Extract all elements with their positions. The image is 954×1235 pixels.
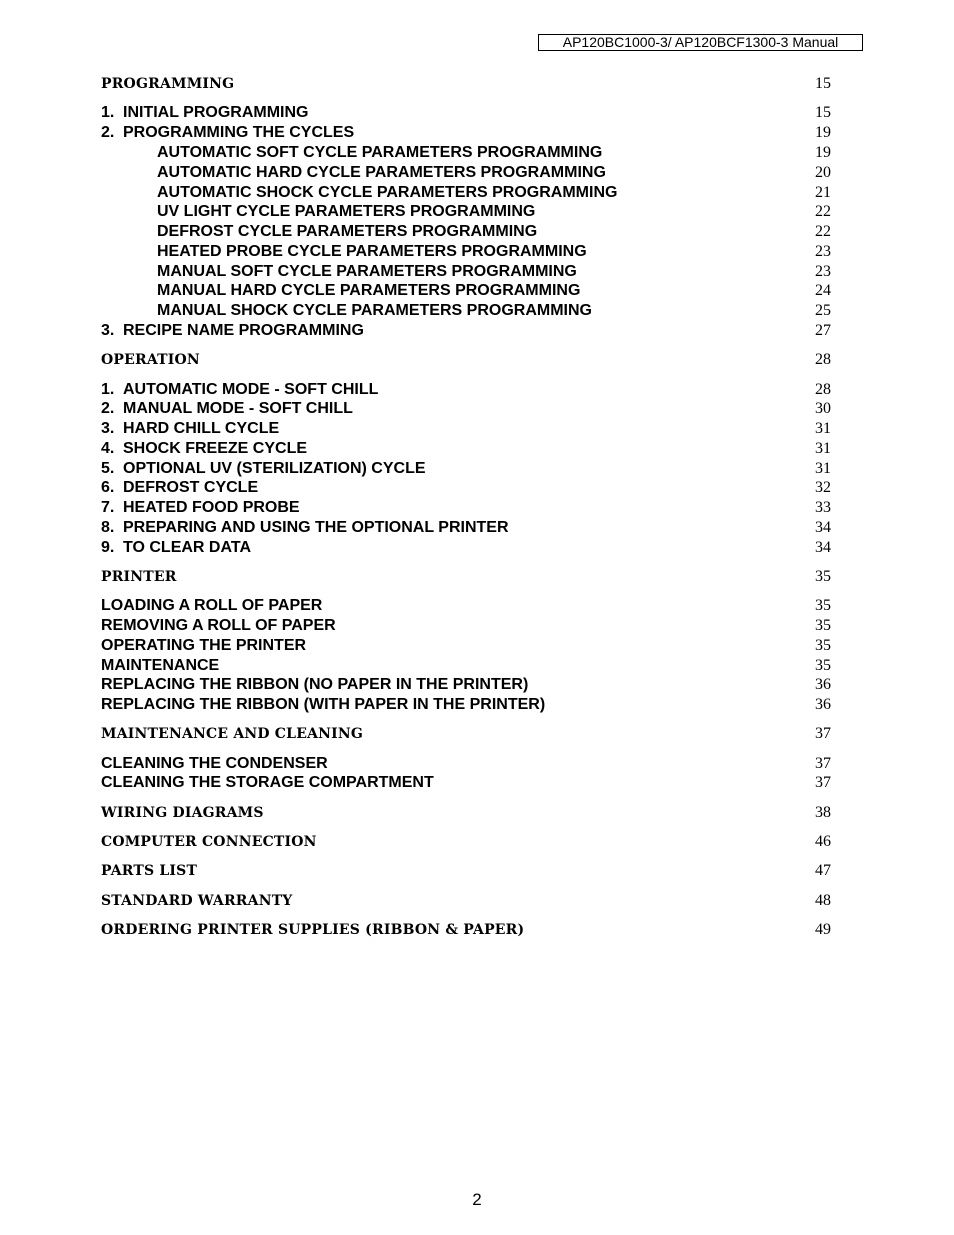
toc-entry-text: HARD CHILL CYCLE (123, 420, 280, 437)
toc-section-parts-list[interactable] (101, 861, 831, 881)
toc-entry-optional-printer[interactable] (101, 518, 831, 538)
toc-entry-defrost-cycle[interactable] (101, 478, 831, 498)
toc-entry-hard-chill[interactable] (101, 419, 831, 439)
toc-entry-removing-paper[interactable] (101, 616, 831, 636)
toc-entry-programming-cycles[interactable] (101, 123, 831, 143)
toc-section-label: PARTS LIST (101, 863, 198, 879)
toc-entry-label (101, 439, 307, 459)
toc-page-number: 23 (815, 263, 831, 280)
toc-entry-label (101, 518, 509, 538)
toc-entry-number: 9. (101, 539, 115, 556)
toc-page-number: 22 (815, 223, 831, 240)
toc-page-number: 37 (815, 755, 831, 772)
toc-page-number: 33 (815, 499, 831, 516)
toc-entry-number: 7. (101, 499, 115, 516)
toc-page-number: 28 (815, 351, 831, 368)
toc-entry-number: 5. (101, 460, 115, 477)
toc-section-operation[interactable] (101, 350, 831, 370)
toc-entry-number: 1. (101, 381, 115, 398)
toc-entry-label (101, 123, 354, 143)
toc-entry-recipe-name[interactable] (101, 321, 831, 341)
toc-page-number: 47 (815, 862, 831, 879)
toc-section-label: STANDARD WARRANTY (101, 893, 293, 909)
toc-entry-uv-cycle[interactable] (101, 459, 831, 479)
toc-entry-ribbon-with-paper[interactable] (101, 695, 831, 715)
toc-page-number: 35 (815, 617, 831, 634)
toc-entry-label: REPLACING THE RIBBON (NO PAPER IN THE PRINTER) (101, 676, 529, 693)
toc-subentry-heated-probe[interactable] (101, 242, 831, 262)
toc-entry-text: HEATED FOOD PROBE (123, 499, 300, 516)
manual-title-header: AP120BC1000-3/ AP120BCF1300-3 Manual (538, 34, 863, 51)
toc-page-number: 34 (815, 519, 831, 536)
toc-entry-text: RECIPE NAME PROGRAMMING (123, 322, 364, 339)
toc-section-label: MAINTENANCE AND CLEANING (101, 726, 364, 742)
toc-entry-clear-data[interactable] (101, 538, 831, 558)
toc-subentry-defrost[interactable] (101, 222, 831, 242)
toc-entry-label (101, 498, 300, 518)
toc-entry-label (101, 419, 279, 439)
toc-page-number: 36 (815, 676, 831, 693)
toc-entry-label: MANUAL SHOCK CYCLE PARAMETERS PROGRAMMING (157, 302, 592, 319)
toc-entry-text: INITIAL PROGRAMMING (123, 104, 309, 121)
toc-page-number: 24 (815, 282, 831, 299)
toc-entry-ribbon-no-paper[interactable] (101, 675, 831, 695)
toc-entry-label: UV LIGHT CYCLE PARAMETERS PROGRAMMING (157, 203, 536, 220)
toc-page-number: 34 (815, 539, 831, 556)
toc-entry-label: DEFROST CYCLE PARAMETERS PROGRAMMING (157, 223, 538, 240)
toc-entry-label: REMOVING A ROLL OF PAPER (101, 617, 336, 634)
toc-page-number: 31 (815, 440, 831, 457)
toc-entry-label: OPERATING THE PRINTER (101, 637, 307, 654)
toc-entry-label (101, 478, 258, 498)
toc-page-number: 31 (815, 460, 831, 477)
toc-entry-label: AUTOMATIC HARD CYCLE PARAMETERS PROGRAMMING (157, 164, 606, 181)
toc-page-number: 22 (815, 203, 831, 220)
toc-entry-label: AUTOMATIC SOFT CYCLE PARAMETERS PROGRAMMING (157, 144, 603, 161)
toc-subentry-manual-hard[interactable] (101, 281, 831, 301)
toc-section-wiring-diagrams[interactable] (101, 803, 831, 823)
toc-page-number: 30 (815, 400, 831, 417)
toc-entry-label (101, 380, 378, 400)
toc-entry-automatic-mode[interactable] (101, 380, 831, 400)
toc-entry-text: SHOCK FREEZE CYCLE (123, 440, 308, 457)
toc-entry-label (101, 321, 364, 341)
toc-page-number: 35 (815, 657, 831, 674)
toc-entry-number: 3. (101, 420, 115, 437)
toc-subentry-uv-light[interactable] (101, 202, 831, 222)
toc-page-number: 48 (815, 892, 831, 909)
toc-page-number: 19 (815, 144, 831, 161)
toc-section-ordering-supplies[interactable] (101, 920, 831, 940)
toc-subentry-auto-soft[interactable] (101, 143, 831, 163)
toc-page-number: 35 (815, 568, 831, 585)
toc-entry-cleaning-condenser[interactable] (101, 754, 831, 774)
toc-entry-text: MANUAL MODE - SOFT CHILL (123, 400, 353, 417)
toc-page-number: 28 (815, 381, 831, 398)
toc-page-number: 15 (815, 75, 831, 92)
toc-page-number: 37 (815, 774, 831, 791)
toc-entry-cleaning-storage[interactable] (101, 773, 831, 793)
toc-page-number: 19 (815, 124, 831, 141)
toc-page-number: 15 (815, 104, 831, 121)
toc-section-label: OPERATION (101, 352, 200, 368)
toc-entry-text: PREPARING AND USING THE OPTIONAL PRINTER (123, 519, 509, 536)
toc-entry-number: 3. (101, 322, 115, 339)
toc-page-number: 21 (815, 184, 831, 201)
toc-page-number: 37 (815, 725, 831, 742)
toc-entry-label (101, 459, 426, 479)
toc-entry-label: MANUAL SOFT CYCLE PARAMETERS PROGRAMMING (157, 263, 577, 280)
toc-page-number: 23 (815, 243, 831, 260)
toc-entry-text: DEFROST CYCLE (123, 479, 259, 496)
toc-page-number: 25 (815, 302, 831, 319)
toc-entry-number: 6. (101, 479, 115, 496)
toc-page-number: 38 (815, 804, 831, 821)
toc-entry-shock-freeze[interactable] (101, 439, 831, 459)
footer-page-number: 2 (472, 1190, 482, 1209)
toc-page-number: 20 (815, 164, 831, 181)
toc-page-number: 36 (815, 696, 831, 713)
toc-entry-text: AUTOMATIC MODE - SOFT CHILL (123, 381, 379, 398)
toc-entry-label: CLEANING THE CONDENSER (101, 755, 328, 772)
toc-entry-loading-paper[interactable] (101, 596, 831, 616)
toc-entry-text: PROGRAMMING THE CYCLES (123, 124, 355, 141)
toc-entry-number: 8. (101, 519, 115, 536)
toc-entry-number: 2. (101, 124, 115, 141)
toc-entry-label (101, 103, 308, 123)
toc-section-label: WIRING DIAGRAMS (101, 805, 264, 821)
toc-entry-number: 4. (101, 440, 115, 457)
toc-section-standard-warranty[interactable] (101, 891, 831, 911)
toc-page-number: 46 (815, 833, 831, 850)
toc-entry-heated-food-probe[interactable] (101, 498, 831, 518)
toc-entry-label: LOADING A ROLL OF PAPER (101, 597, 323, 614)
toc-entry-label (101, 538, 251, 558)
toc-entry-label: AUTOMATIC SHOCK CYCLE PARAMETERS PROGRAMMING (157, 184, 618, 201)
toc-entry-label: MANUAL HARD CYCLE PARAMETERS PROGRAMMING (157, 282, 581, 299)
toc-section-computer-connection[interactable] (101, 832, 831, 852)
toc-section-label: ORDERING PRINTER SUPPLIES (RIBBON & PAPER) (101, 922, 525, 938)
toc-entry-text: TO CLEAR DATA (123, 539, 251, 556)
toc-page-number: 35 (815, 637, 831, 654)
toc-section-label: PRINTER (101, 569, 177, 585)
toc-page-number: 49 (815, 921, 831, 938)
toc-subentry-auto-shock[interactable] (101, 183, 831, 203)
toc-entry-label: MAINTENANCE (101, 657, 220, 674)
toc-section-label: PROGRAMMING (101, 76, 235, 92)
toc-page-number: 35 (815, 597, 831, 614)
toc-section-maintenance-cleaning[interactable] (101, 724, 831, 744)
toc-entry-initial-programming[interactable] (101, 103, 831, 123)
toc-subentry-auto-hard[interactable] (101, 163, 831, 183)
toc-entry-text: OPTIONAL UV (STERILIZATION) CYCLE (123, 460, 426, 477)
toc-entry-label: CLEANING THE STORAGE COMPARTMENT (101, 774, 434, 791)
toc-entry-number: 1. (101, 104, 115, 121)
toc-entry-operating-printer[interactable] (101, 636, 831, 656)
toc-entry-label (101, 399, 353, 419)
toc-entry-number: 2. (101, 400, 115, 417)
toc-page-number: 32 (815, 479, 831, 496)
toc-page-number: 31 (815, 420, 831, 437)
toc-page-number: 27 (815, 322, 831, 339)
toc-entry-label: HEATED PROBE CYCLE PARAMETERS PROGRAMMING (157, 243, 587, 260)
toc-entry-label: REPLACING THE RIBBON (WITH PAPER IN THE PRINTER) (101, 696, 546, 713)
toc-section-printer[interactable] (101, 567, 831, 587)
toc-section-label: COMPUTER CONNECTION (101, 834, 317, 850)
toc-subentry-manual-shock[interactable] (101, 301, 831, 321)
toc-subentry-manual-soft[interactable] (101, 262, 831, 282)
toc-section-programming[interactable] (101, 74, 831, 94)
toc-entry-maintenance[interactable] (101, 656, 831, 676)
toc-entry-manual-mode[interactable] (101, 399, 831, 419)
